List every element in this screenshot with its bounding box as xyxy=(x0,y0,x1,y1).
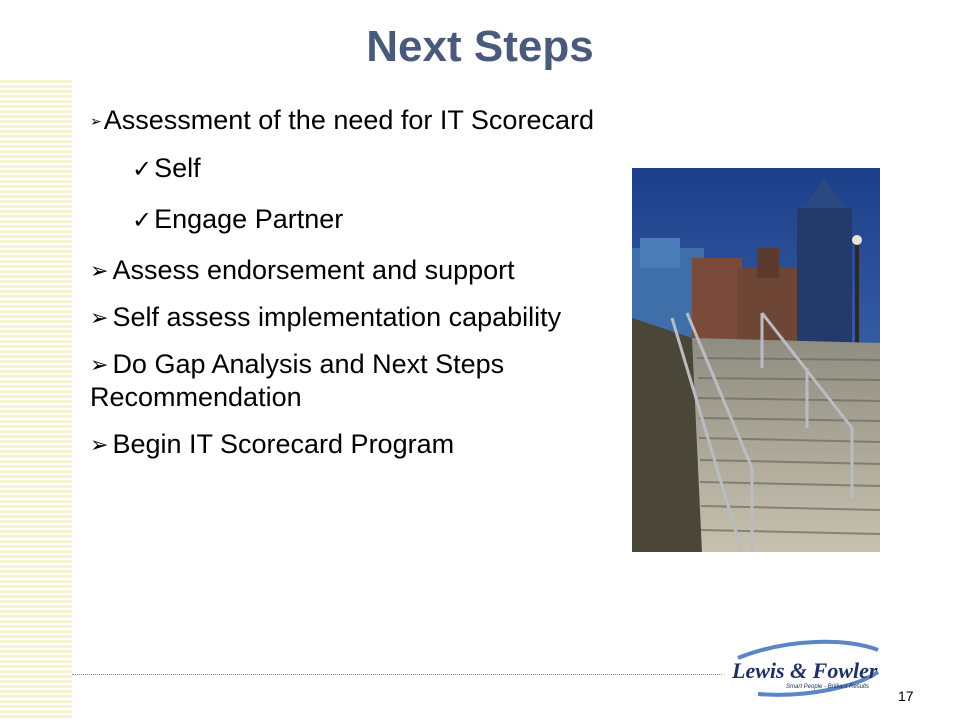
footer-divider xyxy=(72,674,722,675)
checkmark-icon: ✓ xyxy=(132,156,153,183)
decorative-stripe-panel xyxy=(0,80,72,720)
bullet-text: Engage Partner xyxy=(154,204,344,234)
bullet-list xyxy=(90,104,610,475)
company-logo xyxy=(728,636,884,700)
stairs-city-photo xyxy=(632,168,880,552)
arrowhead-icon: ➢ xyxy=(90,432,109,457)
page-number: 17 xyxy=(898,688,914,704)
bullet-item xyxy=(90,301,610,334)
bullet-item xyxy=(90,428,610,461)
bullet-item xyxy=(90,348,610,414)
bullet-text: Do Gap Analysis and Next Steps Recommendation xyxy=(90,349,505,412)
bullet-text: Begin IT Scorecard Program xyxy=(112,429,455,459)
bullet-text: Assess endorsement and support xyxy=(112,255,515,285)
page-title: Next Steps xyxy=(366,22,594,71)
bullet-text: Self xyxy=(154,153,201,183)
arrowhead-icon: ➢ xyxy=(90,352,109,377)
sub-bullet-item xyxy=(90,203,610,237)
bullet-text: Assessment of the need for IT Scorecard xyxy=(103,105,594,135)
bullet-item xyxy=(90,104,610,138)
bullet-text: Self assess implementation capability xyxy=(112,302,562,332)
checkmark-icon: ✓ xyxy=(132,207,153,234)
bullet-item xyxy=(90,254,610,287)
logo-name: Lewis & Fowler xyxy=(732,658,878,683)
arrowhead-icon: ➢ xyxy=(90,258,109,283)
arrowhead-icon: ➢ xyxy=(90,305,109,330)
logo-tagline: Smart People - Brilliant Results xyxy=(786,684,870,690)
arrowhead-icon: ➢ xyxy=(90,113,102,129)
sub-bullet-item xyxy=(90,152,610,186)
